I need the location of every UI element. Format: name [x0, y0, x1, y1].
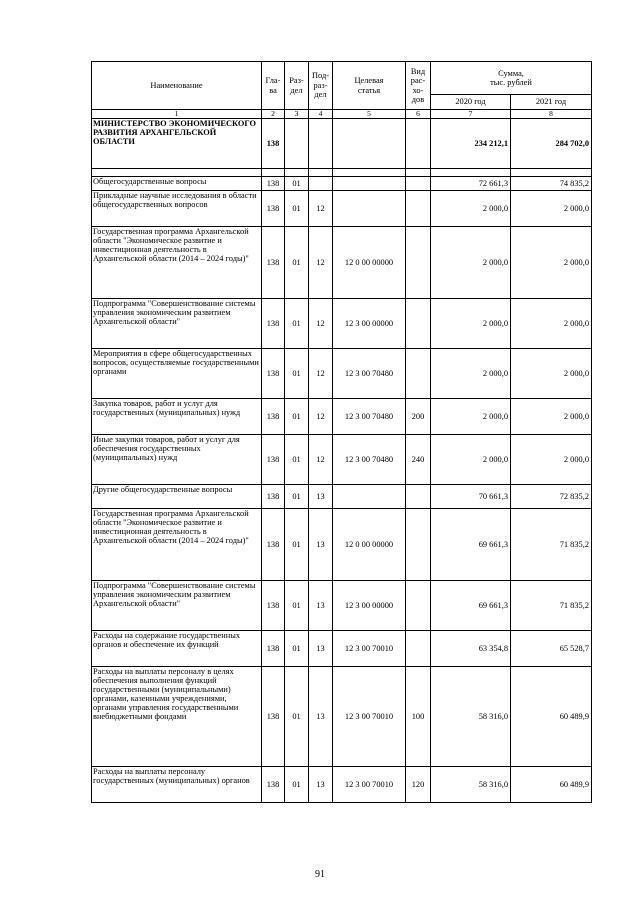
row-sum-2021	[511, 169, 592, 177]
budget-table	[91, 61, 592, 803]
row-glava: 138	[262, 767, 285, 803]
row-sum-2021: 284 702,0	[511, 119, 592, 169]
row-sum-2021: 72 835,2	[511, 485, 592, 509]
row-name: Подпрограмма "Совершенствование системы управления экономическим развитием Архангельской области"	[92, 581, 262, 631]
header-target: Целевая статья	[333, 62, 406, 110]
row-podrazdel: 12	[309, 349, 333, 399]
row-razdel: 01	[285, 349, 309, 399]
row-target: 12 3 00 70010	[333, 631, 406, 667]
table-row	[92, 169, 592, 177]
row-glava: 138	[262, 485, 285, 509]
table-row	[92, 119, 592, 169]
row-sum-2020: 2 000,0	[431, 191, 511, 227]
row-glava: 138	[262, 349, 285, 399]
column-number: 2	[262, 110, 285, 119]
row-sum-2021: 65 528,7	[511, 631, 592, 667]
row-podrazdel: 12	[309, 227, 333, 299]
row-vid	[406, 349, 431, 399]
row-sum-2021: 2 000,0	[511, 349, 592, 399]
header-razdel: Раз- дел	[285, 62, 309, 110]
row-sum-2020	[431, 169, 511, 177]
row-sum-2020: 2 000,0	[431, 349, 511, 399]
row-razdel: 01	[285, 631, 309, 667]
column-number: 3	[285, 110, 309, 119]
header-year-2020: 2020 год	[431, 95, 511, 110]
row-vid	[406, 119, 431, 169]
row-sum-2021: 71 835,2	[511, 581, 592, 631]
row-podrazdel: 13	[309, 509, 333, 581]
row-podrazdel	[309, 169, 333, 177]
row-razdel: 01	[285, 767, 309, 803]
row-podrazdel: 13	[309, 485, 333, 509]
row-vid: 100	[406, 667, 431, 767]
table-row	[92, 227, 592, 299]
header-name: Наименование	[92, 62, 262, 110]
header-vid: Вид рас- хо- дов	[406, 62, 431, 110]
row-vid	[406, 485, 431, 509]
row-glava: 138	[262, 667, 285, 767]
row-vid	[406, 169, 431, 177]
row-glava: 138	[262, 631, 285, 667]
table-row	[92, 485, 592, 509]
table-row	[92, 435, 592, 485]
row-podrazdel: 13	[309, 667, 333, 767]
row-glava: 138	[262, 191, 285, 227]
row-vid	[406, 227, 431, 299]
column-number: 1	[92, 110, 262, 119]
table-row	[92, 191, 592, 227]
row-razdel	[285, 119, 309, 169]
row-name: Общегосударственные вопросы	[92, 177, 262, 191]
row-podrazdel: 13	[309, 767, 333, 803]
row-podrazdel: 12	[309, 399, 333, 435]
row-vid	[406, 581, 431, 631]
row-vid: 200	[406, 399, 431, 435]
row-sum-2020: 69 661,3	[431, 509, 511, 581]
table-row	[92, 767, 592, 803]
table-row	[92, 399, 592, 435]
row-sum-2021: 2 000,0	[511, 227, 592, 299]
row-name: Подпрограмма "Совершенствование системы управления экономическим развитием Архангельской области"	[92, 299, 262, 349]
row-razdel: 01	[285, 399, 309, 435]
row-sum-2021: 71 835,2	[511, 509, 592, 581]
row-name	[92, 169, 262, 177]
column-number: 8	[511, 110, 592, 119]
row-razdel: 01	[285, 485, 309, 509]
row-razdel: 01	[285, 299, 309, 349]
row-vid	[406, 191, 431, 227]
row-sum-2020: 70 661,3	[431, 485, 511, 509]
row-target: 12 3 00 70010	[333, 667, 406, 767]
row-vid: 240	[406, 435, 431, 485]
row-vid	[406, 631, 431, 667]
row-sum-2021: 2 000,0	[511, 399, 592, 435]
row-podrazdel: 12	[309, 435, 333, 485]
row-name: Государственная программа Архангельской области "Экономическое развитие и инвестиционная деятельность в Архангельской области (2014 – 2024 годы)"	[92, 509, 262, 581]
row-razdel: 01	[285, 177, 309, 191]
row-name: Расходы на выплаты персоналу в целях обеспечения выполнения функций государственными (муниципальными) органами, казенными учреждениями, органами управления государственными внебюджетными фондами	[92, 667, 262, 767]
row-sum-2020: 2 000,0	[431, 227, 511, 299]
row-vid: 120	[406, 767, 431, 803]
column-number: 7	[431, 110, 511, 119]
row-razdel: 01	[285, 581, 309, 631]
row-podrazdel: 13	[309, 631, 333, 667]
row-vid	[406, 299, 431, 349]
row-glava	[262, 169, 285, 177]
column-number: 5	[333, 110, 406, 119]
row-target: 12 3 00 70480	[333, 399, 406, 435]
row-glava: 138	[262, 119, 285, 169]
row-sum-2021: 60 489,9	[511, 667, 592, 767]
row-podrazdel: 13	[309, 581, 333, 631]
column-number: 6	[406, 110, 431, 119]
header-sum: Сумма, тыс. рублей	[431, 62, 592, 95]
row-razdel	[285, 169, 309, 177]
header-year-2021: 2021 год	[511, 95, 592, 110]
row-name: Другие общегосударственные вопросы	[92, 485, 262, 509]
row-sum-2020: 2 000,0	[431, 299, 511, 349]
row-target: 12 0 00 00000	[333, 227, 406, 299]
row-target	[333, 191, 406, 227]
table-row	[92, 631, 592, 667]
row-podrazdel: 12	[309, 191, 333, 227]
row-razdel: 01	[285, 191, 309, 227]
row-target	[333, 485, 406, 509]
row-target	[333, 177, 406, 191]
row-target: 12 3 00 00000	[333, 581, 406, 631]
row-sum-2020: 69 661,3	[431, 581, 511, 631]
row-sum-2020: 234 212,1	[431, 119, 511, 169]
row-razdel: 01	[285, 435, 309, 485]
row-name: Государственная программа Архангельской области "Экономическое развитие и инвестиционная деятельность в Архангельской области (2014 – 2024 годы)"	[92, 227, 262, 299]
row-sum-2020: 63 354,8	[431, 631, 511, 667]
header-glava: Гла- ва	[262, 62, 285, 110]
row-target	[333, 119, 406, 169]
row-razdel: 01	[285, 509, 309, 581]
row-glava: 138	[262, 227, 285, 299]
table-row	[92, 667, 592, 767]
row-name: Мероприятия в сфере общегосударственных вопросов, осуществляемые государственными органами	[92, 349, 262, 399]
row-glava: 138	[262, 299, 285, 349]
row-sum-2020: 58 316,0	[431, 667, 511, 767]
column-number: 4	[309, 110, 333, 119]
row-sum-2021: 2 000,0	[511, 435, 592, 485]
row-glava: 138	[262, 177, 285, 191]
row-glava: 138	[262, 581, 285, 631]
row-sum-2020: 58 316,0	[431, 767, 511, 803]
row-name: МИНИСТЕРСТВО ЭКОНОМИЧЕСКОГО РАЗВИТИЯ АРХАНГЕЛЬСКОЙ ОБЛАСТИ	[92, 119, 262, 169]
column-number-row	[92, 110, 592, 119]
table-row	[92, 581, 592, 631]
row-name: Иные закупки товаров, работ и услуг для обеспечения государственных (муниципальных) нужд	[92, 435, 262, 485]
row-target	[333, 169, 406, 177]
row-sum-2021: 60 489,9	[511, 767, 592, 803]
row-name: Закупка товаров, работ и услуг для государственных (муниципальных) нужд	[92, 399, 262, 435]
table-row	[92, 349, 592, 399]
row-target: 12 3 00 70010	[333, 767, 406, 803]
row-sum-2020: 2 000,0	[431, 399, 511, 435]
row-sum-2020: 72 661,3	[431, 177, 511, 191]
row-sum-2021: 2 000,0	[511, 299, 592, 349]
row-podrazdel: 12	[309, 299, 333, 349]
row-target: 12 3 00 70480	[333, 349, 406, 399]
header-podrazdel: Под- раз- дел	[309, 62, 333, 110]
row-sum-2021: 2 000,0	[511, 191, 592, 227]
row-razdel: 01	[285, 667, 309, 767]
row-name: Расходы на содержание государственных органов и обеспечение их функций	[92, 631, 262, 667]
row-name: Прикладные научные исследования в области общегосударственных вопросов	[92, 191, 262, 227]
row-target: 12 3 00 70480	[333, 435, 406, 485]
page-number: 91	[315, 869, 325, 880]
row-glava: 138	[262, 399, 285, 435]
row-target: 12 0 00 00000	[333, 509, 406, 581]
row-podrazdel	[309, 119, 333, 169]
table-row	[92, 299, 592, 349]
row-sum-2021: 74 835,2	[511, 177, 592, 191]
row-glava: 138	[262, 509, 285, 581]
row-vid	[406, 177, 431, 191]
row-sum-2020: 2 000,0	[431, 435, 511, 485]
table-row	[92, 509, 592, 581]
row-target: 12 3 00 00000	[333, 299, 406, 349]
row-razdel: 01	[285, 227, 309, 299]
row-glava: 138	[262, 435, 285, 485]
row-podrazdel	[309, 177, 333, 191]
row-vid	[406, 509, 431, 581]
table-row	[92, 177, 592, 191]
row-name: Расходы на выплаты персоналу государственных (муниципальных) органов	[92, 767, 262, 803]
